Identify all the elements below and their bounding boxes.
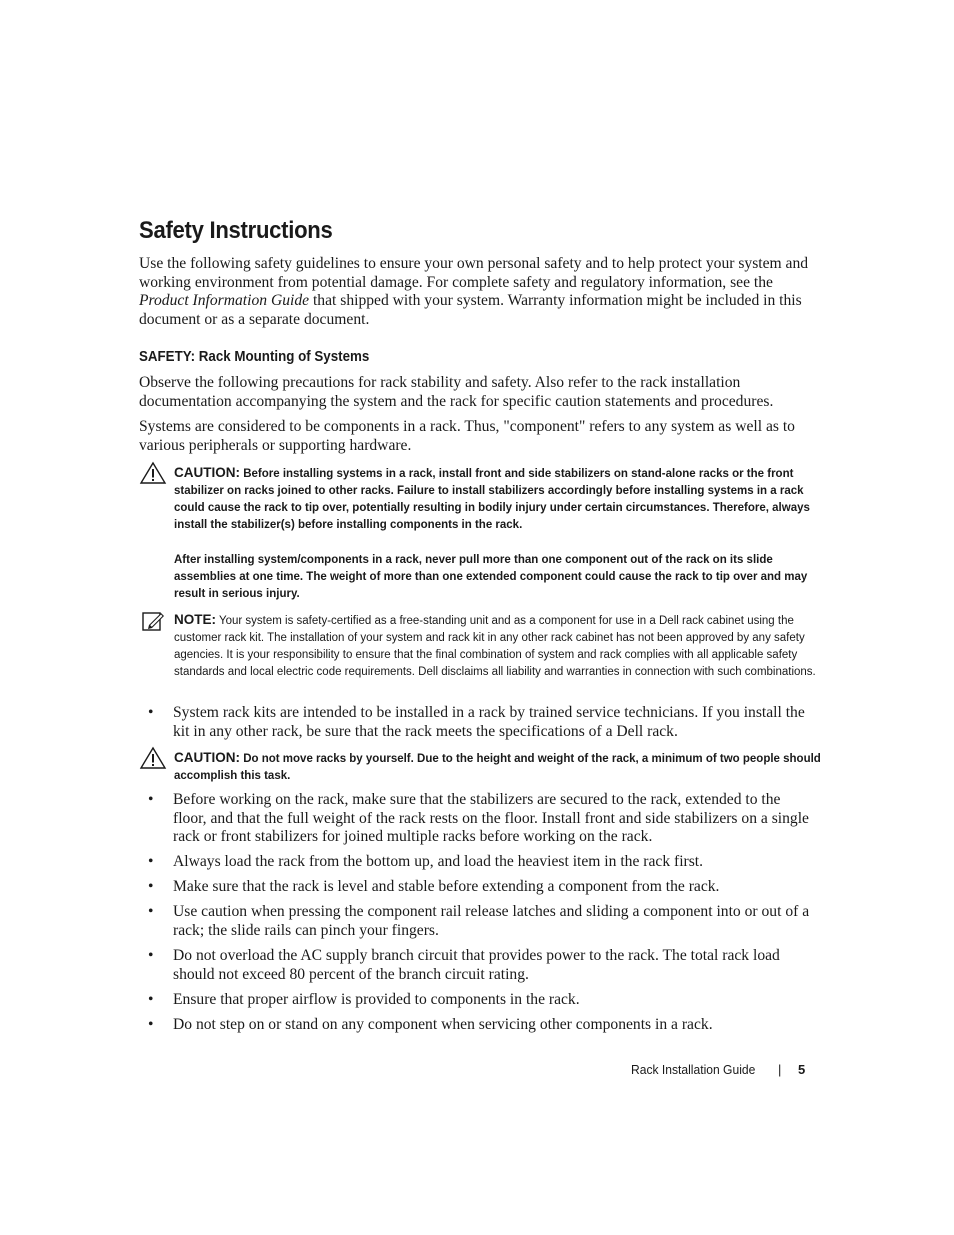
caution-paragraph <box>174 749 834 785</box>
bullet-text: Before working on the rack, make sure that the stabilizers are secured to the rack, extended to the floor, and that the full weight of the rack rests on the floor. Install front and side stabilizers on a single rack or front stabilizers for joined multiple racks before working on the rack. <box>173 791 809 846</box>
bullet-marker: • <box>148 853 154 870</box>
footer-guide-title: Rack Installation Guide <box>631 1062 756 1077</box>
note-paragraph <box>174 611 834 681</box>
bullet-text: System rack kits are intended to be installed in a rack by trained service technicians. If you install the kit in any other rack, be sure that the rack meets the specifications of a Dell rack. <box>173 704 805 740</box>
caution-label: CAUTION: <box>174 750 240 765</box>
components-paragraph: Systems are considered to be components in a rack. Thus, "component" refers to any system as well as to various peripherals or supporting hardware. <box>139 418 795 454</box>
list-item <box>139 704 829 744</box>
footer-separator: | <box>778 1062 782 1077</box>
page-number: 5 <box>798 1062 806 1077</box>
bullet-marker: • <box>148 791 154 808</box>
bullet-text: Use caution when pressing the component rail release latches and sliding a component into or out of a rack; the slide rails can pinch your fingers. <box>173 903 810 939</box>
page-title: Safety Instructions <box>139 217 333 244</box>
bullet-marker: • <box>148 947 154 964</box>
intro-text-start: Use the following safety guidelines to ensure your own personal safety and to help protect your system and working environment from potential damage. For complete safety and regulatory information, see the <box>139 255 809 291</box>
caution-body <box>174 749 834 785</box>
bullet-text: Do not overload the AC supply branch circuit that provides power to the rack. The total rack load should not exceed 80 percent of the branch circuit rating. <box>173 947 780 983</box>
bullet-marker: • <box>148 704 154 721</box>
bullet-text: Make sure that the rack is level and stable before extending a component from the rack. <box>173 878 720 895</box>
intro-paragraph <box>139 255 819 330</box>
intro-text-end: that shipped with your system. Warranty information might be included in this document or as a separate document. <box>139 292 802 329</box>
bullet-text: Always load the rack from the bottom up, and load the heaviest item in the rack first. <box>173 853 704 870</box>
note-text: Your system is safety-certified as a free-standing unit and as a component for use in a Dell rack cabinet using the customer rack kit. The installation of your system and rack kit in any other rack cabinet has not been approved by any safety agencies. It is your responsibility to ensure that the final combination of system and rack complies with all applicable safety standards and local electric code requirements. Dell disclaims all liability and warranties in connection with such combinations. <box>174 615 816 678</box>
bullet-text: Ensure that proper airflow is provided to components in the rack. <box>173 991 580 1008</box>
bullet-text: Do not step on or stand on any component when servicing other components in a rack. <box>173 1016 713 1033</box>
caution-notice-stabilizers <box>139 461 829 606</box>
bullet-marker: • <box>148 991 154 1008</box>
caution-first-paragraph <box>174 464 834 534</box>
caution-label: CAUTION: <box>174 465 240 480</box>
precautions-paragraph: Observe the following precautions for rack stability and safety. Also refer to the rack installation documentation accompanying the system and the rack for specific caution statements and procedures. <box>139 374 774 410</box>
note-pencil-icon <box>141 610 169 634</box>
caution-text: Do not move racks by yourself. Due to the height and weight of the rack, a minimum of two people should accomplish this task. <box>174 753 821 782</box>
section-heading: SAFETY: Rack Mounting of Systems <box>139 349 370 365</box>
caution-second-paragraph: After installing system/components in a rack, never pull more than one component out of the rack on its slide assemblies at one time. The weight of more than one extended component could cause the rack to tip over and may result in serious injury. <box>174 554 808 600</box>
bullet-marker: • <box>148 878 154 895</box>
caution-body <box>174 464 834 603</box>
bullet-marker: • <box>148 1016 154 1033</box>
bullet-marker: • <box>148 903 154 920</box>
caution-notice-moving-racks <box>139 746 829 786</box>
warning-triangle-icon <box>139 746 167 770</box>
note-body <box>174 611 834 681</box>
product-information-guide-reference: Product Information Guide <box>139 292 310 310</box>
caution-text: Before installing systems in a rack, install front and side stabilizers on stand-alone racks or the front stabilizer on racks joined to other racks. Failure to install stabilizers accordingly before installing systems in a rack could cause the rack to tip over, potentially resulting in bodily injury under certain circumstances. Therefore, always install the stabilizer(s) before installing components in the rack. <box>174 468 810 531</box>
warning-triangle-icon <box>139 461 167 485</box>
note-notice <box>139 610 829 700</box>
note-label: NOTE: <box>174 612 216 627</box>
